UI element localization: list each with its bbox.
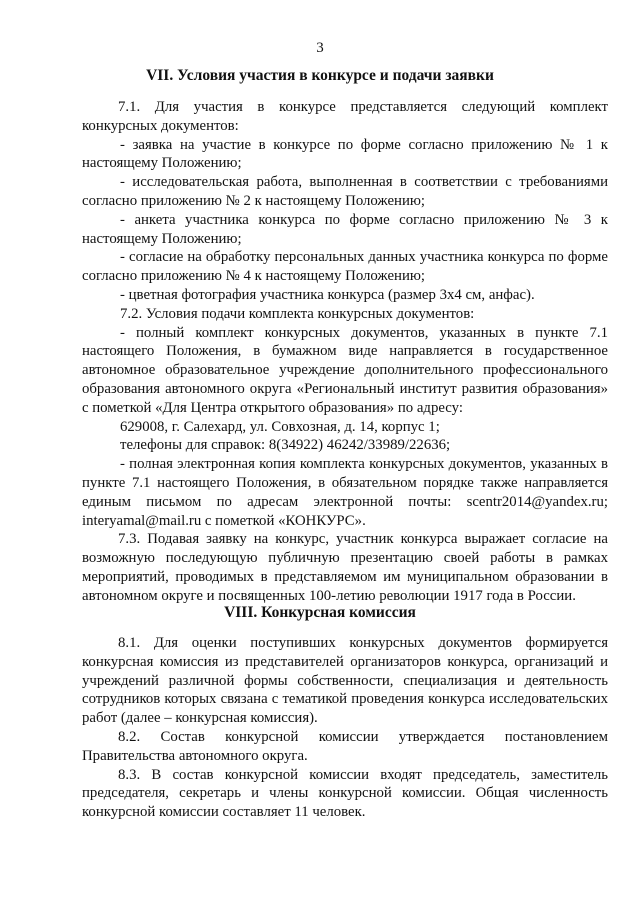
list-item-electronic-submission: - полная электронная копия комплекта конкурсных документов, указанных в пункте 7.1 настоящего Положения, в обязательном порядке также направляется единым письмом по адресам электронной почты: scentr2014@yandex.ru; interyamal@mail.ru с пометкой «КОНКУРС».	[82, 456, 608, 529]
page-number: 3	[316, 40, 324, 56]
section-7-body	[82, 98, 608, 606]
list-item-research-work: - исследовательская работа, выполненная в соответствии с требованиями согласно приложению № 2 к настоящему Положению;	[82, 174, 608, 209]
section-8-body	[82, 634, 608, 822]
postal-address: 629008, г. Салехард, ул. Совхозная, д. 14, корпус 1;	[120, 418, 440, 435]
paragraph-8-3: 8.3. В состав конкурсной комиссии входят председатель, заместитель председателя, секретарь и члены конкурсной комиссии. Общая численность конкурсной комиссии составляет 11 человек.	[82, 766, 608, 821]
list-item-consent: - согласие на обработку персональных данных участника конкурса по форме согласно приложению № 4 к настоящему Положению;	[82, 249, 608, 285]
section-7-heading: VII. Условия участия в конкурсе и подачи заявки	[146, 67, 494, 84]
paragraph-7-3: 7.3. Подавая заявку на конкурс, участник конкурса выражает согласие на возможную последующую публичную презентацию своей работы в рамках мероприятий, проводимых в представляемом им муниципальном образовании в автономном округе и посвященных 100-летию революции 1917 года в России.	[82, 531, 608, 604]
paragraph-7-2: 7.2. Условия подачи комплекта конкурсных документов:	[120, 305, 475, 322]
list-item-photo: - цветная фотография участника конкурса (размер 3х4 см, анфас).	[120, 286, 535, 303]
list-item-paper-submission: - полный комплект конкурсных документов, указанных в пункте 7.1 настоящего Положения, в бумажном виде направляется в государственное автономное образовательное учреждение дополнительного профессионального образования автономного округа «Региональный институт развития образования» с пометкой «Для Центра открытого образования» по адресу:	[82, 324, 608, 416]
list-item-questionnaire: - анкета участника конкурса по форме согласно приложению № 3 к настоящему Положению;	[82, 211, 608, 247]
paragraph-8-2: 8.2. Состав конкурсной комиссии утверждается постановлением Правительства автономного округа.	[82, 728, 608, 764]
list-item-application: - заявка на участие в конкурсе по форме согласно приложению № 1 к настоящему Положению;	[82, 136, 608, 172]
paragraph-7-1: 7.1. Для участия в конкурсе представляется следующий комплект конкурсных документов:	[82, 99, 608, 134]
section-8-heading: VIII. Конкурсная комиссия	[224, 604, 416, 621]
phone-numbers: телефоны для справок: 8(34922) 46242/33989/22636;	[120, 437, 451, 454]
paragraph-8-1: 8.1. Для оценки поступивших конкурсных документов формируется конкурсная комиссия из представителей организаторов конкурса, организаций и учреждений различной формы собственности, специализация и деятельность сотрудников которых связана с тематикой проведения конкурса исследовательских работ (далее – конкурсная комиссия).	[82, 635, 608, 727]
